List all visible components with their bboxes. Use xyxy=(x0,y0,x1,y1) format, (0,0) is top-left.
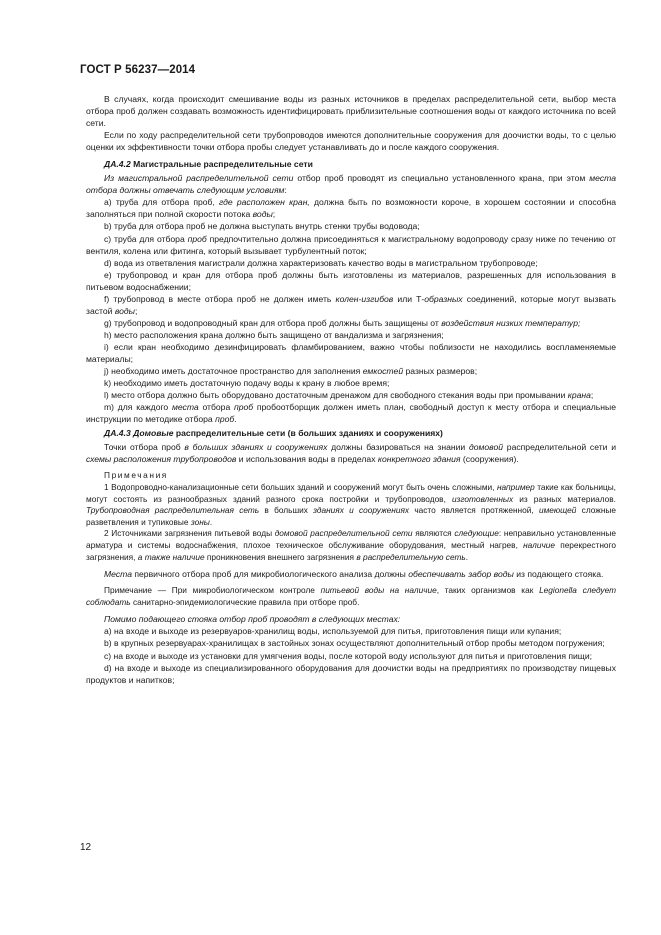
section-heading-da-4-3: ДА.4.3 Домовые распределительные сети (в больших зданиях и сооружениях) xyxy=(104,428,443,439)
page-number: 12 xyxy=(80,842,92,853)
list-item: с) труба для отбора проб предпочтительно должна присоединяться к магистральному водопроводу сразу ниже по течению от вентиля, колена или фитинга, который вызывает турбулентный поток; xyxy=(86,233,616,256)
list-item: g) трубопровод и водопроводный кран для отбора проб должны быть защищены от воздействия низких температур; xyxy=(104,317,581,328)
notes-label: Примечания xyxy=(104,470,168,481)
paragraph: Из магистральной распределительной сети отбор проб проводят из специально установленного крана, при этом места отбора должны отвечать следующим условиям: xyxy=(86,173,616,196)
list-item: а) на входе и выходе из резервуаров-хранилищ воды, используемой для питья, приготовления пищи или купания; xyxy=(104,626,562,637)
standard-header: ГОСТ Р 56237—2014 xyxy=(80,64,196,76)
page-body xyxy=(86,93,616,686)
note-item: 2 Источниками загрязнения питьевой воды домовой распределительной сети являются следующие: неправильно установленные арматура и системы водоснабжения, плохое техническое обслуживание оборудования, местный нагрев, наличие перекрестного загрязнения, а также наличие проникновения внешнего загрязнения в распределительную сеть. xyxy=(86,528,616,562)
list-item: а) труба для отбора проб, где расположен кран, должна быть по возможности короче, в хорошем состоянии и способна заполняться при полной скорости потока воды; xyxy=(86,197,616,220)
list-item: с) на входе и выходе из установки для умягчения воды, после которой воду используют для питья и приготовления пищи; xyxy=(104,650,593,661)
list-item: i) если кран необходимо дезинфицировать фламбированием, важно чтобы поблизости не находились воспламеняемые материалы; xyxy=(86,341,616,364)
list-item: b) труба для отбора проб не должна выступать внутрь стенки трубы водовода; xyxy=(104,221,420,232)
list-item: m) для каждого места отбора проб пробоотборщик должен иметь план, свободный доступ к месту отбора и специальные инструкции по методике отбора проб. xyxy=(86,402,616,425)
list-item: h) место расположения крана должно быть защищено от вандализма и загрязнения; xyxy=(104,329,444,340)
paragraph: В случаях, когда происходит смешивание воды из разных источников в пределах распределительной сети, выбор места отбора проб должен создавать возможность идентифицировать приблизительные соотношения воды от каждого источника по всей сети. xyxy=(86,94,616,129)
paragraph: Точки отбора проб в больших зданиях и сооружениях должны базироваться на знании домовой распределительной сети и схемы расположения трубопроводов и использования воды в пределах конкретного здания (сооружения). xyxy=(86,442,616,465)
list-item: k) необходимо иметь достаточную подачу воды к крану в любое время; xyxy=(104,378,390,389)
paragraph: Помимо подающего стояка отбор проб проводят в следующих местах: xyxy=(104,614,401,625)
list-item: d) вода из ответвления магистрали должна характеризовать качество воды в магистральном трубопроводе; xyxy=(104,257,538,268)
paragraph: Если по ходу распределительной сети трубопроводов имеются дополнительные сооружения для доочистки воды, то с целью оценки их эффективности точки отбора пробы следует устанавливать до и после каждого сооружения. xyxy=(86,130,616,153)
list-item: b) в крупных резервуарах-хранилищах в застойных зонах осуществляют дополнительный отбор пробы методом погружения; xyxy=(104,638,605,649)
list-item: l) место отбора должно быть оборудовано достаточным дренажом для свободного стекания воды при промывании крана; xyxy=(104,390,594,401)
list-item: f) трубопровод в месте отбора проб не должен иметь колен-изгибов или Т-образных соединений, которые могут вызвать застой воды; xyxy=(86,293,616,316)
list-item: d) на входе и выходе из специализированного оборудования для доочистки воды на предприятиях по производству пищевых продуктов и напитков; xyxy=(86,662,616,685)
section-heading-da-4-2: ДА.4.2 Магистральные распределительные сети xyxy=(104,159,313,170)
note-item: 1 Водопроводно-канализационные сети больших зданий и сооружений могут быть очень сложными, например такие как больницы, могут состоять из разнообразных зданий разного срока постройки и трубопроводов, изготовленных из разных материалов. Трубопроводная распределительная сеть в больших зданиях и сооружениях часто является протяженной, имеющей сложные разветвления и тупиковые зоны. xyxy=(86,482,616,527)
paragraph: Места первичного отбора проб для микробиологического анализа должны обеспечивать забор воды из подающего стояка. xyxy=(104,569,604,580)
list-item: j) необходимо иметь достаточное пространство для заполнения емкостей разных размеров; xyxy=(104,366,478,377)
note-single: Примечание — При микробиологическом контроле питьевой воды на наличие, таких организмов как Legionella следует соблюдать санитарно-эпидемиологические правила при отборе проб. xyxy=(86,585,617,607)
list-item: е) трубопровод и кран для отбора проб должны быть изготовлены из материалов, разрешенных для использования в питьевом водоснабжении; xyxy=(86,269,616,292)
